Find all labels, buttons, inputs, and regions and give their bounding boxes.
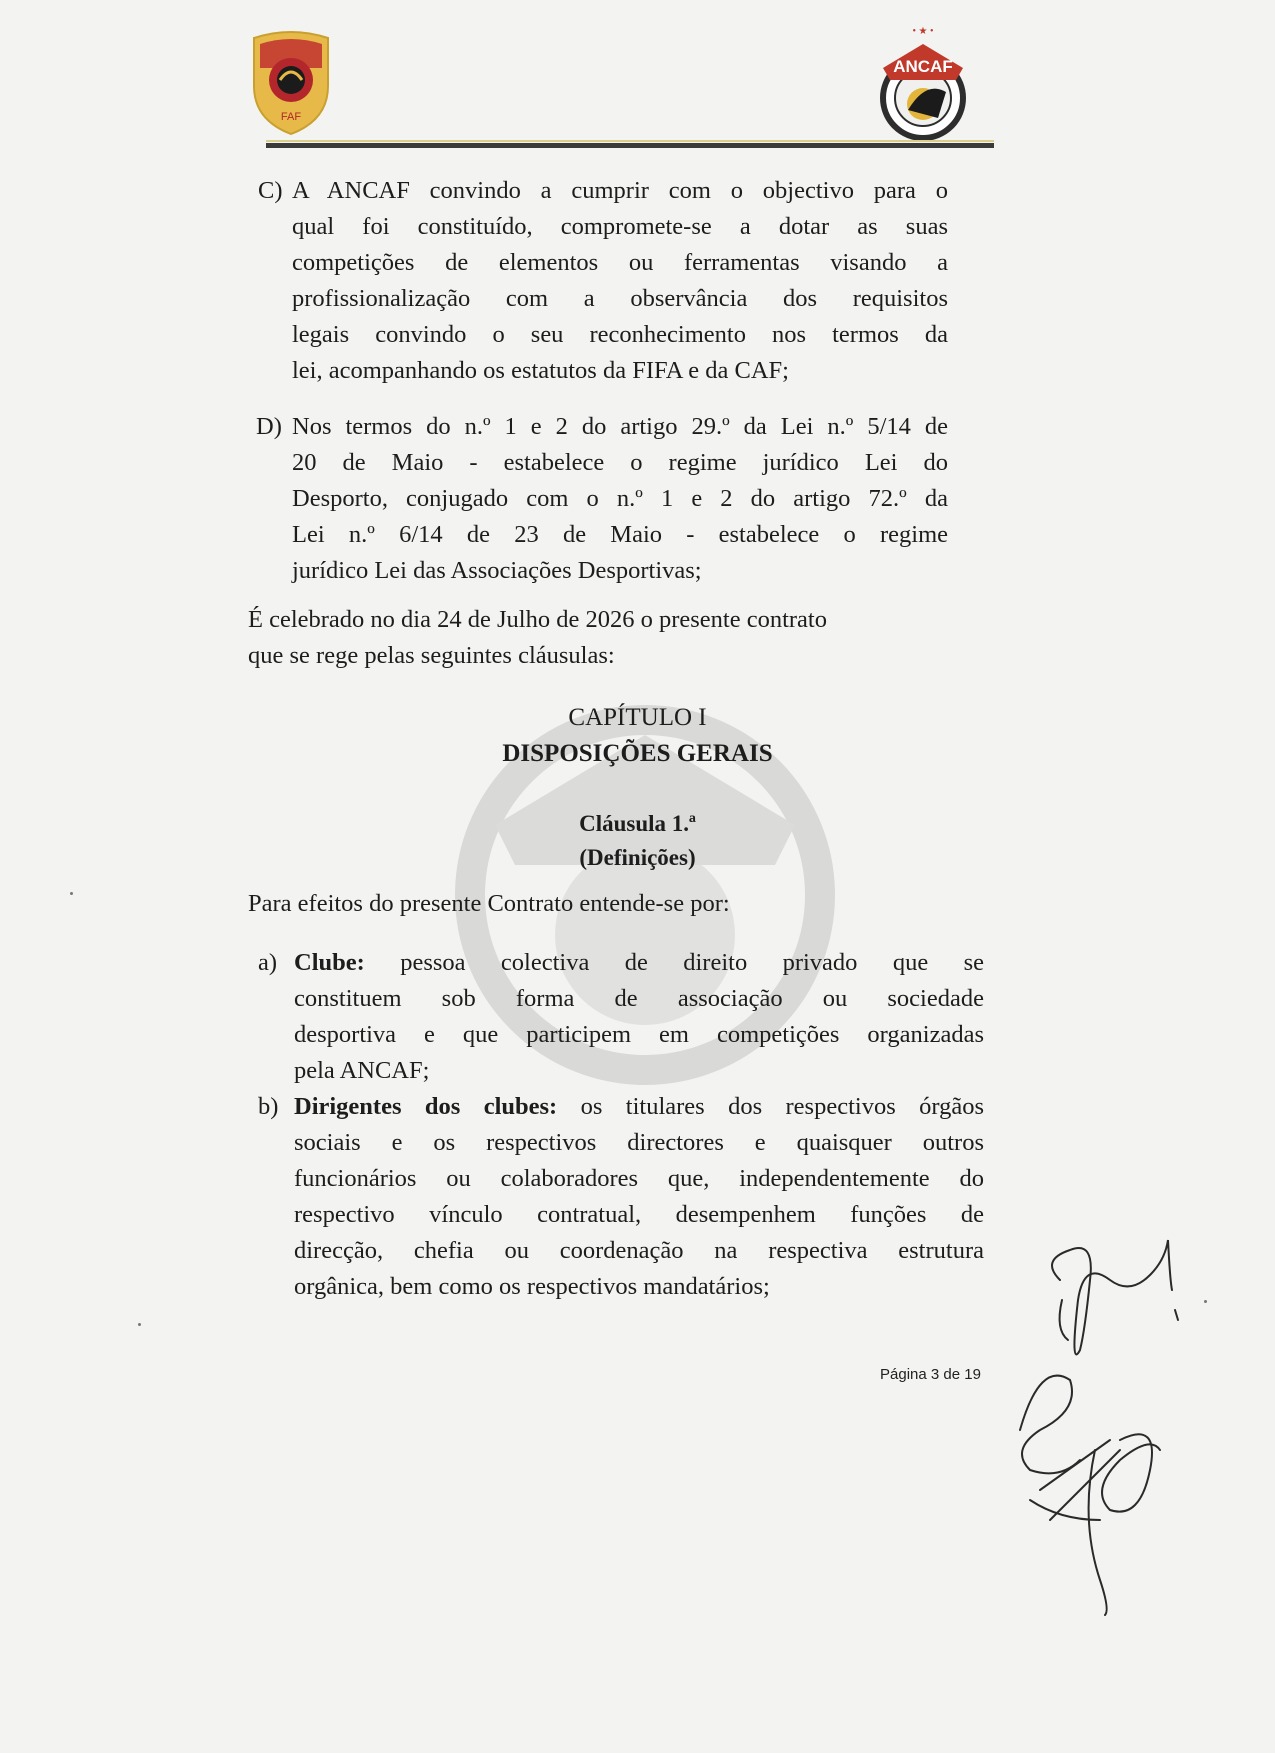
definition-a-marker: a) xyxy=(258,949,278,976)
paragraph-d-line: 20 de Maio - estabelece o regime jurídico Lei do xyxy=(292,449,948,476)
paragraph-d-marker: D) xyxy=(256,413,282,440)
definition-b-line: respectivo vínculo contratual, desempenhem funções de xyxy=(294,1201,984,1228)
faf-logo-text: FAF xyxy=(280,111,302,123)
paragraph-c-line: legais convindo o seu reconhecimento nos termos da xyxy=(292,321,948,348)
definition-b xyxy=(294,1089,984,1305)
scan-speck xyxy=(70,892,73,895)
definition-a-line: constituem sob forma de associação ou sociedade xyxy=(294,985,984,1012)
paragraph-d-line: Nos termos do n.º 1 e 2 do artigo 29.º da Lei n.º 5/14 de xyxy=(292,413,948,440)
definitions-intro: Para efeitos do presente Contrato entende-se por: xyxy=(248,890,730,917)
scan-speck xyxy=(1204,1300,1207,1303)
scan-speck xyxy=(138,1323,141,1326)
definition-b-term: Dirigentes dos clubes: xyxy=(294,1093,558,1120)
paragraph-d xyxy=(292,409,948,589)
chapter-number: CAPÍTULO I xyxy=(568,704,707,731)
definition-b-line: funcionários ou colaboradores que, independentemente do xyxy=(294,1165,984,1192)
definition-a-line: desportiva e que participem em competições organizadas xyxy=(294,1021,984,1048)
definition-b-text: os titulares dos respectivos órgãos xyxy=(580,1093,985,1120)
paragraph-d-line: jurídico Lei das Associações Desportivas; xyxy=(292,557,702,584)
paragraph-c-line: lei, acompanhando os estatutos da FIFA e da CAF; xyxy=(292,357,789,384)
paragraph-c-line: A ANCAF convindo a cumprir com o objectivo para o xyxy=(292,177,948,204)
definition-b-line: sociais e os respectivos directores e quaisquer outros xyxy=(294,1129,984,1156)
paragraph-c xyxy=(292,173,948,389)
header-rule-gold xyxy=(266,140,994,142)
paragraph-c-line: qual foi constituído, compromete-se a dotar as suas xyxy=(292,213,948,240)
clause-title: (Definições) xyxy=(579,845,696,870)
definition-a xyxy=(294,945,984,1089)
celebration-line: que se rege pelas seguintes cláusulas: xyxy=(248,642,615,669)
ancaf-logo-text: ANCAF xyxy=(893,57,953,76)
clause-number: Cláusula 1.ª xyxy=(579,811,696,836)
paragraph-d-line: Desporto, conjugado com o n.º 1 e 2 do artigo 72.º da xyxy=(292,485,948,512)
definition-b-marker: b) xyxy=(258,1093,279,1120)
definition-a-text: pessoa colectiva de direito privado que se xyxy=(400,949,985,976)
paragraph-c-line: profissionalização com a observância dos requisitos xyxy=(292,285,948,312)
celebration-line: É celebrado no dia 24 de Julho de 2026 o presente contrato xyxy=(248,606,827,633)
definition-b-line: direcção, chefia ou coordenação na respectiva estrutura xyxy=(294,1237,984,1264)
definition-b-line: orgânica, bem como os respectivos mandatários; xyxy=(294,1273,770,1300)
paragraph-d-line: Lei n.º 6/14 de 23 de Maio - estabelece o regime xyxy=(292,521,948,548)
paragraph-c-marker: C) xyxy=(258,177,283,204)
faf-crest-logo xyxy=(246,28,336,138)
definition-a-term: Clube: xyxy=(294,949,365,976)
paragraph-c-line: competições de elementos ou ferramentas visando a xyxy=(292,249,948,276)
definition-a-line: pela ANCAF; xyxy=(294,1057,430,1084)
celebration-paragraph xyxy=(248,602,988,674)
header-rule xyxy=(266,143,994,148)
ancaf-crest-logo xyxy=(868,20,978,146)
definition-a-line xyxy=(294,945,984,981)
definition-b-line xyxy=(294,1089,984,1125)
page-number: Página 3 de 19 xyxy=(880,1366,981,1383)
chapter-title: DISPOSIÇÕES GERAIS xyxy=(502,740,773,767)
svg-text:• ★ •: • ★ • xyxy=(912,26,934,37)
handwritten-signature xyxy=(1000,1220,1230,1620)
